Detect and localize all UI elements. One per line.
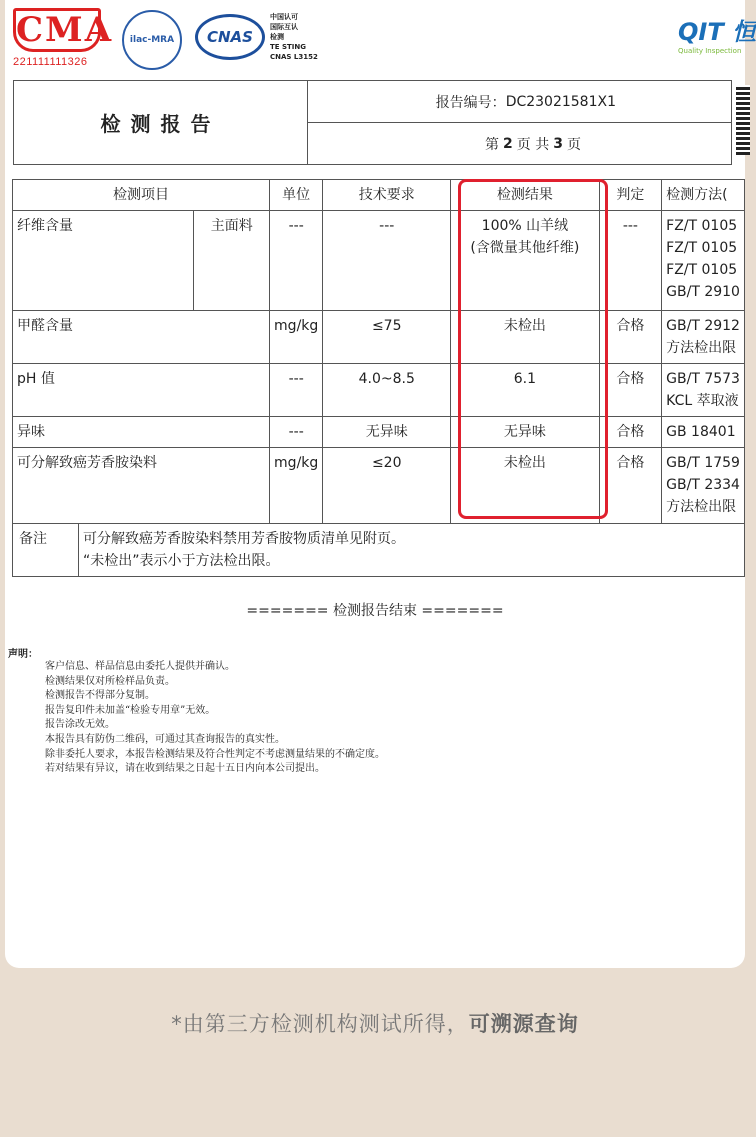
cma-logo <box>13 8 114 68</box>
row-subitem: 主面料 <box>194 211 270 311</box>
method-line: GB/T 2910 <box>666 284 740 300</box>
method-line: 方法检出限 <box>666 340 737 356</box>
page-indicator <box>308 124 731 164</box>
row-unit: --- <box>270 211 323 311</box>
row-result: 未检出 <box>451 448 599 524</box>
ilac-label: ilac-MRA <box>129 35 175 45</box>
declaration-line: 除非委托人要求，本报告检测结果及符合性判定不考虑测量结果的不确定度。 <box>45 748 385 760</box>
cma-mark: CMA <box>13 8 101 52</box>
row-item: 甲醛含量 <box>13 311 270 364</box>
page-prefix: 第 <box>485 137 500 153</box>
row-unit: mg/kg <box>270 311 323 364</box>
row-unit: mg/kg <box>270 448 323 524</box>
header-judgement: 判定 <box>599 180 662 211</box>
method-line: GB/T 7573 <box>666 371 740 387</box>
method-line: FZ/T 0105 <box>666 218 738 234</box>
row-method <box>662 448 745 524</box>
header-unit: 单位 <box>270 180 323 211</box>
row-method <box>662 211 745 311</box>
row-requirement: ≤75 <box>323 311 451 364</box>
report-end-line: ======= 检测报告结束 ======= <box>246 603 504 619</box>
results-table <box>12 179 745 577</box>
declaration-line: 报告涂改无效。 <box>45 719 115 731</box>
row-result: 6.1 <box>451 364 599 417</box>
declaration-line: 客户信息、样品信息由委托人提供并确认。 <box>45 661 235 672</box>
cnas-caption-line: 国际互认 <box>270 23 298 31</box>
row-judgement: 合格 <box>599 417 662 448</box>
row-item: 异味 <box>13 417 270 448</box>
declaration-list <box>45 660 385 777</box>
method-line: 方法检出限 <box>666 499 737 515</box>
page-suffix: 页 <box>567 137 581 153</box>
qr-code <box>736 85 750 155</box>
row-requirement: 无异味 <box>323 417 451 448</box>
row-requirement: --- <box>323 211 451 311</box>
row-judgement: --- <box>599 211 662 311</box>
row-item: 可分解致癌芳香胺染料 <box>13 448 270 524</box>
row-item: pH 值 <box>13 364 270 417</box>
table-row <box>13 311 745 364</box>
table-row <box>13 448 745 524</box>
qit-subtitle: Quality Inspection <box>678 47 742 55</box>
remark-cell <box>13 524 745 577</box>
row-judgement: 合格 <box>599 364 662 417</box>
qit-mark: QIT 恒 <box>678 18 756 46</box>
report-title: 检测报告 <box>14 81 308 164</box>
row-result: 无异味 <box>451 417 599 448</box>
method-line: KCL 萃取液 <box>666 393 739 409</box>
report-number-label: 报告编号： <box>435 94 506 111</box>
cnas-caption-line: 中国认可 <box>270 13 298 21</box>
table-row <box>13 417 745 448</box>
row-judgement: 合格 <box>599 448 662 524</box>
method-line: FZ/T 0105 <box>666 240 738 256</box>
remark-line: 可分解致癌芳香胺染料禁用芳香胺物质清单见附页。 <box>83 531 405 547</box>
cnas-caption <box>270 12 318 62</box>
result-line: 100% 山羊绒 <box>481 218 569 234</box>
cnas-label: CNAS <box>207 28 253 46</box>
header-requirement: 技术要求 <box>323 180 451 211</box>
header-method: 检测方法( <box>662 180 745 211</box>
report-title-box <box>13 80 732 165</box>
row-unit: --- <box>270 417 323 448</box>
row-requirement: ≤20 <box>323 448 451 524</box>
row-item: 纤维含量 <box>13 211 194 311</box>
footer-text: *由第三方检测机构测试所得， <box>171 1012 469 1036</box>
page-mid: 页 共 <box>516 137 550 153</box>
row-method: GB 18401 <box>662 417 745 448</box>
declaration-line: 若对结果有异议，请在收到结果之日起十五日内向本公司提出。 <box>45 763 325 775</box>
logo-bar <box>5 0 756 75</box>
row-requirement: 4.0~8.5 <box>323 364 451 417</box>
page-total: 3 <box>553 136 563 152</box>
qit-logo <box>678 12 756 55</box>
table-row <box>13 211 745 311</box>
page-current: 2 <box>503 136 513 152</box>
result-highlight-box <box>458 179 608 519</box>
declaration-title: 声明： <box>8 649 38 660</box>
declaration-line: 检测结果仅对所检样品负责。 <box>45 675 175 687</box>
cma-number: 221111111326 <box>13 56 88 68</box>
table-header-row <box>13 180 745 211</box>
declaration-line: 检测报告不得部分复制。 <box>45 690 155 702</box>
declaration-line: 报告复印件未加盖“检验专用章”无效。 <box>45 704 216 716</box>
report-number-row <box>308 81 731 123</box>
report-number: DC23021581X1 <box>505 93 616 110</box>
row-method <box>662 364 745 417</box>
cnas-caption-line: TE STING <box>270 43 307 51</box>
header-result: 检测结果 <box>451 180 599 211</box>
result-line: (含微量其他纤维) <box>470 240 580 256</box>
remark-text <box>79 524 409 576</box>
cnas-caption-line: 检测 <box>270 33 284 41</box>
row-judgement: 合格 <box>599 311 662 364</box>
remark-line: “未检出”表示小于方法检出限。 <box>83 553 280 569</box>
report-card <box>5 0 756 968</box>
remark-row <box>13 524 745 577</box>
footer-bold: 可溯源查询 <box>468 1012 579 1036</box>
method-line: GB/T 2334 <box>666 477 740 493</box>
remark-wrap <box>13 524 744 576</box>
row-result: 未检出 <box>451 311 599 364</box>
header-item: 检测项目 <box>13 180 270 211</box>
cnas-logo <box>195 14 265 60</box>
method-line: GB/T 1759 <box>666 455 740 471</box>
method-line: FZ/T 0105 <box>666 262 738 278</box>
remark-label: 备注 <box>13 524 79 576</box>
cnas-caption-line: CNAS L3152 <box>270 53 318 61</box>
method-line: GB/T 2912 <box>666 318 740 334</box>
ilac-mra-logo <box>122 10 182 70</box>
row-unit: --- <box>270 364 323 417</box>
table-row <box>13 364 745 417</box>
declaration-line: 本报告具有防伪二维码，可通过其查询报告的真实性。 <box>45 733 285 745</box>
footer-note <box>0 1008 750 1038</box>
row-method <box>662 311 745 364</box>
